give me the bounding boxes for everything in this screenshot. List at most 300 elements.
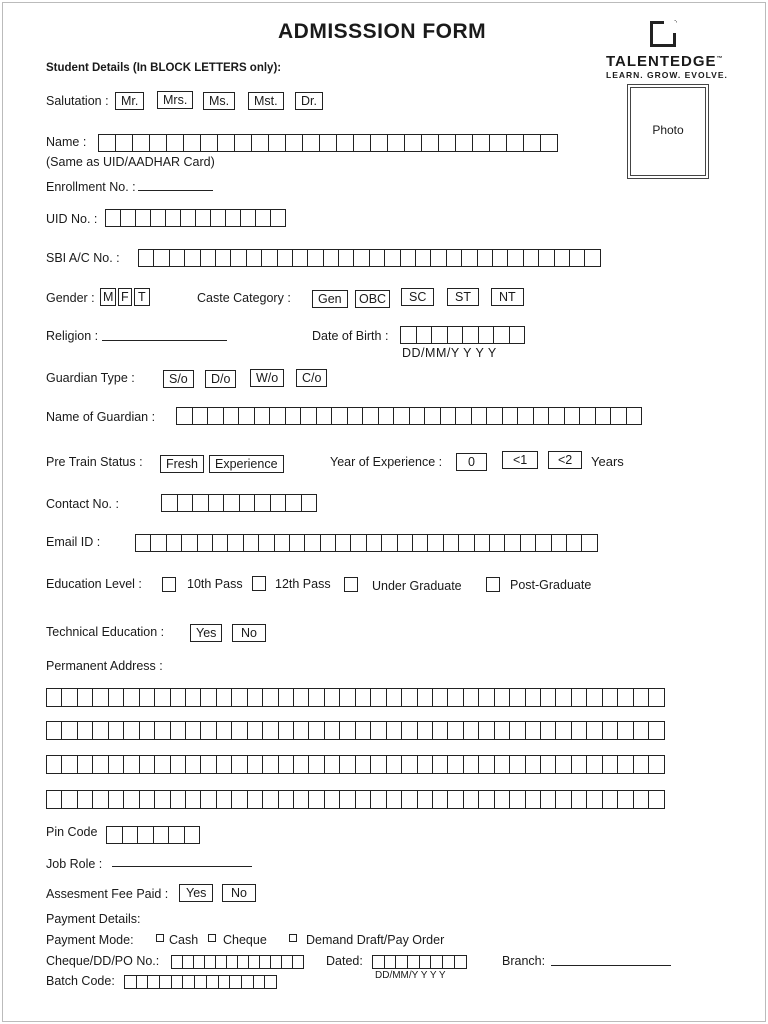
char-box[interactable] bbox=[78, 721, 93, 740]
char-box[interactable] bbox=[479, 326, 495, 344]
char-box[interactable] bbox=[549, 407, 565, 425]
char-box[interactable] bbox=[464, 721, 479, 740]
char-box[interactable] bbox=[232, 721, 247, 740]
char-box[interactable] bbox=[356, 755, 371, 774]
job-role-line[interactable] bbox=[112, 866, 252, 867]
char-box[interactable] bbox=[495, 790, 510, 809]
char-box[interactable] bbox=[286, 407, 302, 425]
char-box[interactable] bbox=[162, 494, 178, 512]
fee-option[interactable]: No bbox=[222, 884, 256, 902]
char-box[interactable] bbox=[201, 790, 216, 809]
char-box[interactable] bbox=[536, 534, 551, 552]
char-box[interactable] bbox=[93, 755, 108, 774]
address-line-2[interactable] bbox=[46, 721, 665, 740]
char-box[interactable] bbox=[181, 209, 196, 227]
char-box[interactable] bbox=[301, 407, 317, 425]
char-box[interactable] bbox=[93, 721, 108, 740]
char-box[interactable] bbox=[106, 209, 121, 227]
char-box[interactable] bbox=[109, 688, 124, 707]
char-box[interactable] bbox=[634, 755, 649, 774]
char-box[interactable] bbox=[216, 955, 227, 969]
char-box[interactable] bbox=[464, 688, 479, 707]
char-box[interactable] bbox=[201, 134, 218, 152]
char-box[interactable] bbox=[309, 790, 324, 809]
char-box[interactable] bbox=[432, 326, 448, 344]
char-box[interactable] bbox=[136, 534, 151, 552]
char-box[interactable] bbox=[155, 790, 170, 809]
char-box[interactable] bbox=[541, 721, 556, 740]
char-box[interactable] bbox=[244, 534, 259, 552]
char-box[interactable] bbox=[494, 326, 510, 344]
char-box[interactable] bbox=[317, 407, 333, 425]
char-box[interactable] bbox=[464, 790, 479, 809]
char-box[interactable] bbox=[133, 134, 150, 152]
char-box[interactable] bbox=[150, 134, 167, 152]
char-box[interactable] bbox=[448, 790, 463, 809]
char-box[interactable] bbox=[256, 209, 271, 227]
char-box[interactable] bbox=[487, 407, 503, 425]
char-box[interactable] bbox=[402, 688, 417, 707]
guardian-type-option[interactable]: C/o bbox=[296, 369, 327, 387]
char-box[interactable] bbox=[116, 134, 133, 152]
char-box[interactable] bbox=[367, 534, 382, 552]
char-box[interactable] bbox=[356, 721, 371, 740]
char-box[interactable] bbox=[478, 249, 493, 267]
char-box[interactable] bbox=[232, 755, 247, 774]
contact-boxes[interactable] bbox=[161, 494, 317, 512]
char-box[interactable] bbox=[587, 721, 602, 740]
email-boxes[interactable] bbox=[135, 534, 598, 552]
char-box[interactable] bbox=[242, 975, 254, 989]
char-box[interactable] bbox=[603, 790, 618, 809]
char-box[interactable] bbox=[172, 975, 184, 989]
caste-option[interactable]: SC bbox=[401, 288, 434, 306]
char-box[interactable] bbox=[252, 134, 269, 152]
char-box[interactable] bbox=[417, 326, 433, 344]
char-box[interactable] bbox=[510, 688, 525, 707]
char-box[interactable] bbox=[385, 955, 397, 969]
char-box[interactable] bbox=[567, 534, 582, 552]
char-box[interactable] bbox=[340, 688, 355, 707]
char-box[interactable] bbox=[539, 249, 554, 267]
char-box[interactable] bbox=[463, 326, 479, 344]
char-box[interactable] bbox=[140, 790, 155, 809]
char-box[interactable] bbox=[572, 688, 587, 707]
char-box[interactable] bbox=[47, 755, 62, 774]
char-box[interactable] bbox=[308, 249, 323, 267]
char-box[interactable] bbox=[290, 534, 305, 552]
char-box[interactable] bbox=[587, 755, 602, 774]
char-box[interactable] bbox=[402, 755, 417, 774]
char-box[interactable] bbox=[611, 407, 627, 425]
char-box[interactable] bbox=[459, 534, 474, 552]
char-box[interactable] bbox=[232, 688, 247, 707]
char-box[interactable] bbox=[556, 688, 571, 707]
char-box[interactable] bbox=[618, 790, 633, 809]
char-box[interactable] bbox=[201, 688, 216, 707]
char-box[interactable] bbox=[433, 755, 448, 774]
salutation-option[interactable]: Dr. bbox=[295, 92, 323, 110]
char-box[interactable] bbox=[439, 134, 456, 152]
char-box[interactable] bbox=[541, 755, 556, 774]
char-box[interactable] bbox=[396, 955, 408, 969]
char-box[interactable] bbox=[425, 407, 441, 425]
address-line-4[interactable] bbox=[46, 790, 665, 809]
char-box[interactable] bbox=[526, 688, 541, 707]
char-box[interactable] bbox=[213, 534, 228, 552]
char-box[interactable] bbox=[167, 534, 182, 552]
char-box[interactable] bbox=[198, 534, 213, 552]
char-box[interactable] bbox=[495, 755, 510, 774]
char-box[interactable] bbox=[556, 790, 571, 809]
char-box[interactable] bbox=[518, 407, 534, 425]
char-box[interactable] bbox=[62, 688, 77, 707]
char-box[interactable] bbox=[418, 688, 433, 707]
education-checkbox[interactable] bbox=[486, 577, 500, 592]
guardian-name-boxes[interactable] bbox=[176, 407, 642, 425]
char-box[interactable] bbox=[337, 134, 354, 152]
char-box[interactable] bbox=[167, 134, 184, 152]
char-box[interactable] bbox=[354, 134, 371, 152]
char-box[interactable] bbox=[183, 955, 194, 969]
guardian-type-option[interactable]: W/o bbox=[250, 369, 284, 387]
char-box[interactable] bbox=[166, 209, 181, 227]
char-box[interactable] bbox=[201, 249, 216, 267]
char-box[interactable] bbox=[263, 688, 278, 707]
char-box[interactable] bbox=[227, 955, 238, 969]
char-box[interactable] bbox=[394, 407, 410, 425]
char-box[interactable] bbox=[556, 721, 571, 740]
char-box[interactable] bbox=[262, 249, 277, 267]
char-box[interactable] bbox=[526, 721, 541, 740]
char-box[interactable] bbox=[340, 721, 355, 740]
char-box[interactable] bbox=[78, 688, 93, 707]
char-box[interactable] bbox=[596, 407, 612, 425]
char-box[interactable] bbox=[401, 326, 417, 344]
char-box[interactable] bbox=[541, 790, 556, 809]
char-box[interactable] bbox=[178, 494, 194, 512]
char-box[interactable] bbox=[211, 209, 226, 227]
char-box[interactable] bbox=[649, 790, 664, 809]
char-box[interactable] bbox=[464, 755, 479, 774]
char-box[interactable] bbox=[570, 249, 585, 267]
char-box[interactable] bbox=[507, 134, 524, 152]
char-box[interactable] bbox=[186, 721, 201, 740]
char-box[interactable] bbox=[138, 826, 154, 844]
char-box[interactable] bbox=[155, 755, 170, 774]
char-box[interactable] bbox=[634, 721, 649, 740]
gender-option[interactable]: M bbox=[100, 288, 116, 306]
char-box[interactable] bbox=[340, 755, 355, 774]
char-box[interactable] bbox=[217, 721, 232, 740]
char-box[interactable] bbox=[170, 249, 185, 267]
char-box[interactable] bbox=[398, 534, 413, 552]
char-box[interactable] bbox=[293, 955, 304, 969]
char-box[interactable] bbox=[224, 494, 240, 512]
char-box[interactable] bbox=[193, 407, 209, 425]
char-box[interactable] bbox=[363, 407, 379, 425]
char-box[interactable] bbox=[603, 721, 618, 740]
education-checkbox[interactable] bbox=[252, 576, 266, 591]
char-box[interactable] bbox=[185, 826, 201, 844]
char-box[interactable] bbox=[524, 249, 539, 267]
char-box[interactable] bbox=[228, 534, 243, 552]
char-box[interactable] bbox=[47, 688, 62, 707]
char-box[interactable] bbox=[279, 790, 294, 809]
char-box[interactable] bbox=[524, 134, 541, 152]
char-box[interactable] bbox=[93, 688, 108, 707]
char-box[interactable] bbox=[109, 721, 124, 740]
char-box[interactable] bbox=[433, 721, 448, 740]
experience-option[interactable]: <1 bbox=[502, 451, 538, 469]
char-box[interactable] bbox=[373, 955, 385, 969]
char-box[interactable] bbox=[325, 790, 340, 809]
char-box[interactable] bbox=[293, 249, 308, 267]
payment-mode-checkbox[interactable] bbox=[156, 934, 164, 942]
char-box[interactable] bbox=[325, 755, 340, 774]
char-box[interactable] bbox=[443, 955, 455, 969]
char-box[interactable] bbox=[154, 249, 169, 267]
char-box[interactable] bbox=[109, 790, 124, 809]
char-box[interactable] bbox=[160, 975, 172, 989]
char-box[interactable] bbox=[230, 975, 242, 989]
char-box[interactable] bbox=[422, 134, 439, 152]
char-box[interactable] bbox=[294, 721, 309, 740]
char-box[interactable] bbox=[505, 534, 520, 552]
payment-mode-checkbox[interactable] bbox=[289, 934, 297, 942]
char-box[interactable] bbox=[171, 688, 186, 707]
char-box[interactable] bbox=[62, 721, 77, 740]
char-box[interactable] bbox=[416, 249, 431, 267]
char-box[interactable] bbox=[263, 721, 278, 740]
char-box[interactable] bbox=[93, 790, 108, 809]
char-box[interactable] bbox=[279, 688, 294, 707]
char-box[interactable] bbox=[371, 790, 386, 809]
char-box[interactable] bbox=[137, 975, 149, 989]
char-box[interactable] bbox=[356, 790, 371, 809]
char-box[interactable] bbox=[249, 955, 260, 969]
char-box[interactable] bbox=[47, 721, 62, 740]
char-box[interactable] bbox=[269, 134, 286, 152]
char-box[interactable] bbox=[371, 688, 386, 707]
char-box[interactable] bbox=[321, 534, 336, 552]
char-box[interactable] bbox=[348, 407, 364, 425]
char-box[interactable] bbox=[456, 407, 472, 425]
char-box[interactable] bbox=[155, 721, 170, 740]
char-box[interactable] bbox=[196, 209, 211, 227]
address-line-1[interactable] bbox=[46, 688, 665, 707]
char-box[interactable] bbox=[418, 721, 433, 740]
char-box[interactable] bbox=[441, 407, 457, 425]
char-box[interactable] bbox=[121, 209, 136, 227]
name-boxes[interactable] bbox=[98, 134, 558, 152]
char-box[interactable] bbox=[286, 134, 303, 152]
technical-option[interactable]: No bbox=[232, 624, 266, 642]
char-box[interactable] bbox=[123, 826, 139, 844]
char-box[interactable] bbox=[541, 134, 558, 152]
char-box[interactable] bbox=[139, 249, 154, 267]
char-box[interactable] bbox=[351, 534, 366, 552]
char-box[interactable] bbox=[332, 407, 348, 425]
char-box[interactable] bbox=[140, 755, 155, 774]
char-box[interactable] bbox=[201, 755, 216, 774]
char-box[interactable] bbox=[205, 955, 216, 969]
char-box[interactable] bbox=[387, 688, 402, 707]
char-box[interactable] bbox=[370, 249, 385, 267]
char-box[interactable] bbox=[232, 790, 247, 809]
char-box[interactable] bbox=[603, 755, 618, 774]
char-box[interactable] bbox=[247, 249, 262, 267]
char-box[interactable] bbox=[279, 721, 294, 740]
caste-option[interactable]: NT bbox=[491, 288, 524, 306]
branch-line[interactable] bbox=[551, 965, 671, 966]
char-box[interactable] bbox=[235, 134, 252, 152]
char-box[interactable] bbox=[208, 407, 224, 425]
char-box[interactable] bbox=[490, 134, 507, 152]
char-box[interactable] bbox=[634, 688, 649, 707]
char-box[interactable] bbox=[309, 721, 324, 740]
char-box[interactable] bbox=[408, 955, 420, 969]
pre-train-option[interactable]: Fresh bbox=[160, 455, 204, 473]
pin-boxes[interactable] bbox=[106, 826, 200, 844]
char-box[interactable] bbox=[271, 209, 286, 227]
char-box[interactable] bbox=[433, 688, 448, 707]
char-box[interactable] bbox=[286, 494, 302, 512]
char-box[interactable] bbox=[402, 721, 417, 740]
char-box[interactable] bbox=[580, 407, 596, 425]
char-box[interactable] bbox=[224, 407, 240, 425]
guardian-type-option[interactable]: S/o bbox=[163, 370, 194, 388]
char-box[interactable] bbox=[309, 755, 324, 774]
char-box[interactable] bbox=[418, 790, 433, 809]
gender-option[interactable]: T bbox=[134, 288, 150, 306]
experience-option[interactable]: 0 bbox=[456, 453, 487, 471]
char-box[interactable] bbox=[171, 755, 186, 774]
guardian-type-option[interactable]: D/o bbox=[205, 370, 236, 388]
technical-option[interactable]: Yes bbox=[190, 624, 222, 642]
char-box[interactable] bbox=[495, 721, 510, 740]
char-box[interactable] bbox=[265, 975, 277, 989]
char-box[interactable] bbox=[420, 955, 432, 969]
char-box[interactable] bbox=[107, 826, 123, 844]
char-box[interactable] bbox=[387, 790, 402, 809]
char-box[interactable] bbox=[294, 790, 309, 809]
char-box[interactable] bbox=[248, 790, 263, 809]
char-box[interactable] bbox=[405, 134, 422, 152]
char-box[interactable] bbox=[216, 249, 231, 267]
pre-train-option[interactable]: Experience bbox=[209, 455, 284, 473]
char-box[interactable] bbox=[585, 249, 600, 267]
char-box[interactable] bbox=[388, 134, 405, 152]
char-box[interactable] bbox=[572, 755, 587, 774]
char-box[interactable] bbox=[275, 534, 290, 552]
char-box[interactable] bbox=[124, 755, 139, 774]
char-box[interactable] bbox=[151, 534, 166, 552]
char-box[interactable] bbox=[493, 249, 508, 267]
char-box[interactable] bbox=[271, 955, 282, 969]
char-box[interactable] bbox=[62, 790, 77, 809]
char-box[interactable] bbox=[169, 826, 185, 844]
char-box[interactable] bbox=[136, 209, 151, 227]
char-box[interactable] bbox=[125, 975, 137, 989]
char-box[interactable] bbox=[239, 407, 255, 425]
char-box[interactable] bbox=[270, 407, 286, 425]
char-box[interactable] bbox=[456, 134, 473, 152]
char-box[interactable] bbox=[217, 755, 232, 774]
char-box[interactable] bbox=[448, 326, 464, 344]
char-box[interactable] bbox=[47, 790, 62, 809]
char-box[interactable] bbox=[305, 534, 320, 552]
char-box[interactable] bbox=[78, 755, 93, 774]
char-box[interactable] bbox=[371, 721, 386, 740]
char-box[interactable] bbox=[510, 755, 525, 774]
char-box[interactable] bbox=[649, 688, 664, 707]
char-box[interactable] bbox=[448, 688, 463, 707]
dob-boxes[interactable] bbox=[400, 326, 525, 344]
char-box[interactable] bbox=[154, 826, 170, 844]
char-box[interactable] bbox=[183, 975, 195, 989]
char-box[interactable] bbox=[634, 790, 649, 809]
char-box[interactable] bbox=[472, 407, 488, 425]
char-box[interactable] bbox=[99, 134, 116, 152]
batch-boxes[interactable] bbox=[124, 975, 277, 989]
char-box[interactable] bbox=[324, 249, 339, 267]
char-box[interactable] bbox=[171, 790, 186, 809]
char-box[interactable] bbox=[325, 688, 340, 707]
caste-option[interactable]: OBC bbox=[355, 290, 390, 308]
char-box[interactable] bbox=[248, 755, 263, 774]
char-box[interactable] bbox=[302, 494, 318, 512]
salutation-option[interactable]: Mst. bbox=[248, 92, 284, 110]
char-box[interactable] bbox=[618, 755, 633, 774]
char-box[interactable] bbox=[479, 688, 494, 707]
char-box[interactable] bbox=[255, 494, 271, 512]
char-box[interactable] bbox=[263, 790, 278, 809]
char-box[interactable] bbox=[294, 688, 309, 707]
char-box[interactable] bbox=[479, 790, 494, 809]
char-box[interactable] bbox=[382, 534, 397, 552]
religion-line[interactable] bbox=[102, 340, 227, 341]
char-box[interactable] bbox=[508, 249, 523, 267]
char-box[interactable] bbox=[462, 249, 477, 267]
char-box[interactable] bbox=[140, 721, 155, 740]
uid-boxes[interactable] bbox=[105, 209, 286, 227]
char-box[interactable] bbox=[428, 534, 443, 552]
char-box[interactable] bbox=[627, 407, 643, 425]
char-box[interactable] bbox=[490, 534, 505, 552]
char-box[interactable] bbox=[218, 134, 235, 152]
char-box[interactable] bbox=[618, 721, 633, 740]
education-checkbox[interactable] bbox=[162, 577, 176, 592]
sbi-boxes[interactable] bbox=[138, 249, 601, 267]
char-box[interactable] bbox=[260, 955, 271, 969]
char-box[interactable] bbox=[510, 790, 525, 809]
char-box[interactable] bbox=[526, 790, 541, 809]
char-box[interactable] bbox=[521, 534, 536, 552]
char-box[interactable] bbox=[240, 494, 256, 512]
char-box[interactable] bbox=[248, 721, 263, 740]
char-box[interactable] bbox=[618, 688, 633, 707]
gender-option[interactable]: F bbox=[118, 288, 132, 306]
salutation-option[interactable]: Ms. bbox=[203, 92, 235, 110]
education-checkbox[interactable] bbox=[344, 577, 358, 592]
char-box[interactable] bbox=[259, 534, 274, 552]
char-box[interactable] bbox=[379, 407, 395, 425]
char-box[interactable] bbox=[371, 755, 386, 774]
char-box[interactable] bbox=[448, 755, 463, 774]
char-box[interactable] bbox=[356, 688, 371, 707]
char-box[interactable] bbox=[303, 134, 320, 152]
